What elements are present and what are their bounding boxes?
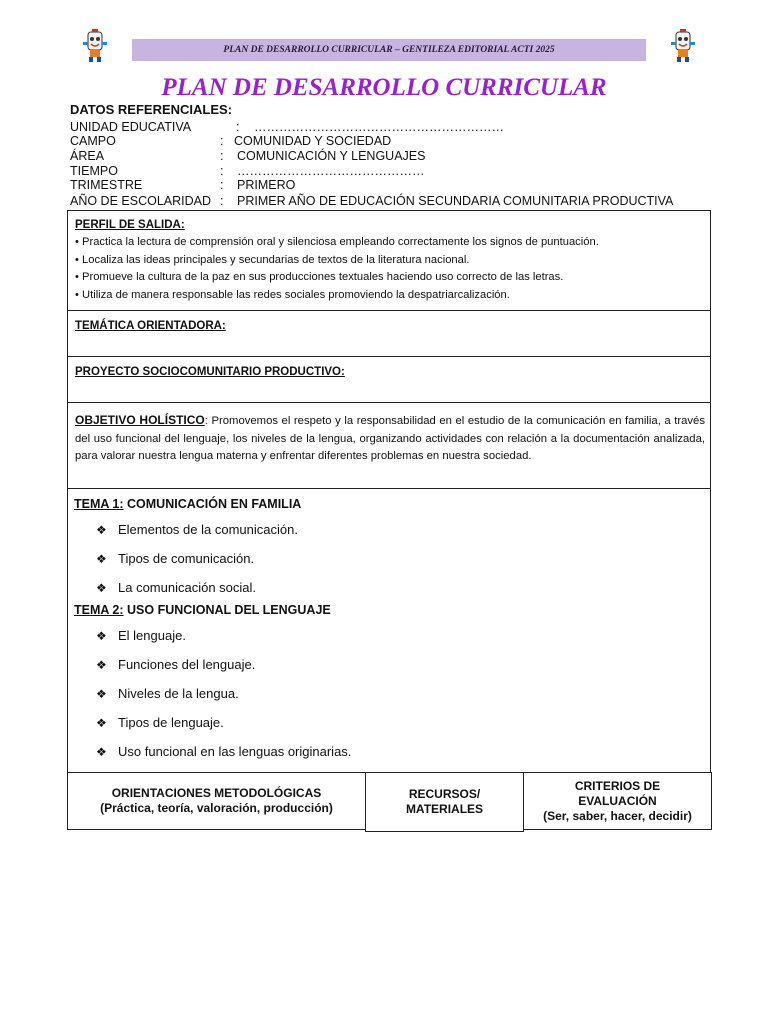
list-item [96,580,256,595]
row-value: …………………………………………………… [254,120,504,134]
header-cell-text: ORIENTACIONES METODOLÓGICAS [111,786,322,800]
header-cell-criterios [523,772,712,830]
row-value: PRIMER AÑO DE EDUCACIÓN SECUNDARIA COMUNITARIA PRODUCTIVA [237,194,674,208]
list-item-text: Elementos de la comunicación. [118,522,298,537]
tema-1-title: COMUNICACIÓN EN FAMILIA [123,497,302,511]
list-item [96,628,186,643]
perfil-item: • Promueve la cultura de la paz en sus producciones textuales haciendo uso correcto de las letras. [75,271,564,283]
list-item-text: Funciones del lenguaje. [118,657,256,672]
list-item-text: La comunicación social. [118,580,257,595]
list-item [96,522,298,537]
row-value: PRIMERO [237,178,296,192]
diamond-bullet-icon: ❖ [96,745,107,759]
banner-text: PLAN DE DESARROLLO CURRICULAR – GENTILEZA EDITORIAL ACTI 2025 [223,45,555,55]
row-sep: : [236,120,240,134]
row-value: COMUNICACIÓN Y LENGUAJES [237,149,426,163]
planning-table-header [67,772,712,832]
perfil-heading: PERFIL DE SALIDA: [75,219,185,231]
row-label: ÁREA [70,149,105,163]
perfil-item: • Localiza las ideas principales y secundarias de textos de la literatura nacional. [75,253,470,266]
row-value: COMUNIDAD Y SOCIEDAD [234,134,392,148]
header-cell-text: MATERIALES [405,802,484,816]
row-label: TRIMESTRE [70,178,143,192]
row-sep: : [220,194,224,208]
row-sep: : [220,178,224,192]
header-cell-orientaciones [67,772,366,830]
list-item-text: Uso funcional en las lenguas originarias. [118,744,352,759]
list-item [96,715,224,730]
objetivo-box [67,402,711,489]
row-sep: : [220,149,224,163]
diamond-bullet-icon: ❖ [96,687,107,701]
objetivo-text: Promovemos el respeto y la responsabilidad en el estudio de la comunicación en familia, a través del uso funcional del lenguaje, los niveles de la lengua, organizando actividades con relación a la documentación analizada, para valorar nuestra lengua materna y enfrentar diferentes problemas en nuestra sociedad. [75,415,705,462]
diamond-bullet-icon: ❖ [96,552,107,566]
list-item-text: Tipos de lenguaje. [118,715,224,730]
perfil-box [67,210,711,311]
tematica-heading: TEMÁTICA ORIENTADORA: [75,320,226,332]
mascot-logo-right [668,28,698,64]
tema-2-heading [74,603,331,617]
row-value: ……………………………………… [237,164,425,178]
header-cell-subtext: (Práctica, teoría, valoración, producción) [100,801,333,815]
proyecto-heading: PROYECTO SOCIOCOMUNITARIO PRODUCTIVO: [75,366,345,378]
tema-2-label: TEMA 2: [74,603,124,617]
row-label: CAMPO [70,134,116,148]
mascot-logo-left [80,28,110,64]
page-title: PLAN DE DESARROLLO CURRICULAR [161,74,607,101]
tema-1-heading [74,497,301,511]
datos-heading: DATOS REFERENCIALES: [70,102,233,117]
header-cell-subtext: (Ser, saber, hacer, decidir) [543,808,692,823]
diamond-bullet-icon: ❖ [96,581,107,595]
objetivo-heading: OBJETIVO HOLÍSTICO [75,413,205,427]
header-cell-text: EVALUACIÓN [578,793,657,808]
row-label: AÑO DE ESCOLARIDAD [70,194,212,208]
list-item-text: Tipos de comunicación. [118,551,255,566]
diamond-bullet-icon: ❖ [96,716,107,730]
objetivo-paragraph [75,412,705,466]
diamond-bullet-icon: ❖ [96,658,107,672]
header-cell-recursos [365,772,524,832]
list-item-text: Niveles de la lengua. [118,686,239,701]
row-label: TIEMPO [70,164,118,178]
tema-1-label: TEMA 1: [74,497,124,511]
tematica-box [67,310,711,357]
row-sep: : [220,164,224,178]
list-item [96,657,255,672]
list-item [96,686,239,701]
proyecto-box [67,356,711,403]
objetivo-colon: : [204,415,208,427]
list-item [96,551,254,566]
diamond-bullet-icon: ❖ [96,629,107,643]
row-sep: : [220,134,224,148]
header-cell-text: CRITERIOS DE [574,778,661,793]
perfil-item: • Practica la lectura de comprensión oral y silenciosa empleando correctamente los signos de puntuación. [75,236,599,248]
tema-2-title: USO FUNCIONAL DEL LENGUAJE [123,603,331,617]
perfil-item: • Utiliza de manera responsable las redes sociales promoviendo la despatriarcalización. [75,288,510,301]
header-cell-text: RECURSOS/ [408,787,481,801]
header-banner [132,39,646,61]
list-item [96,744,351,759]
diamond-bullet-icon: ❖ [96,523,107,537]
row-label: UNIDAD EDUCATIVA [70,120,192,134]
list-item-text: El lenguaje. [118,628,186,643]
